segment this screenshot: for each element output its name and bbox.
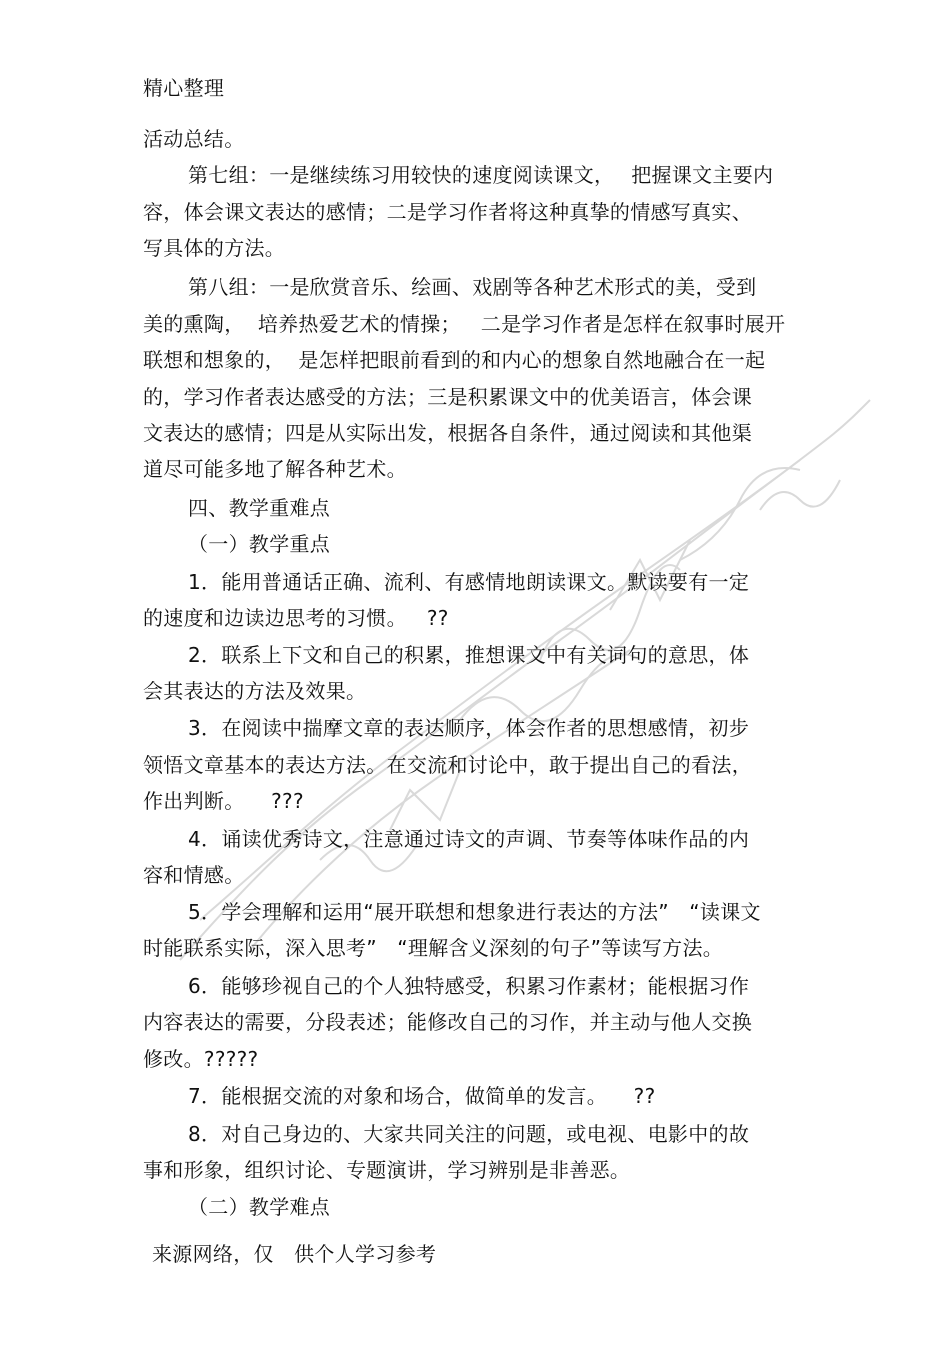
paragraph-line: 4．诵读优秀诗文，注意通过诗文的声调、节奏等体味作品的内: [188, 827, 750, 851]
paragraph-line: 3．在阅读中揣摩文章的表达顺序，体会作者的思想感情，初步: [188, 716, 750, 740]
paragraph-line: 时能联系实际，深入思考” “理解含义深刻的句子”等读写方法。: [143, 936, 724, 960]
paragraph-line: 容和情感。: [143, 863, 245, 887]
paragraph-line: 的，学习作者表达感受的方法；三是积累课文中的优美语言，体会课: [143, 385, 752, 409]
paragraph-line: 作出判断。 ???: [143, 789, 304, 813]
paragraph-line: 容，体会课文表达的感情；二是学习作者将这种真挚的情感写真实、: [143, 200, 752, 224]
paragraph-line: 活动总结。: [143, 127, 245, 151]
paragraph-line: 8．对自己身边的、大家共同关注的问题，或电视、电影中的故: [188, 1122, 750, 1146]
page-header: 精心整理: [143, 76, 225, 100]
paragraph-line: 第七组：一是继续练习用较快的速度阅读课文， 把握课文主要内: [188, 163, 774, 187]
subsection-heading: （二）教学难点: [188, 1195, 331, 1219]
paragraph-line: 写具体的方法。: [143, 236, 286, 260]
paragraph-line: 文表达的感情；四是从实际出发，根据各自条件，通过阅读和其他渠: [143, 421, 752, 445]
subsection-heading: （一）教学重点: [188, 532, 331, 556]
paragraph-line: 美的熏陶， 培养热爱艺术的情操； 二是学习作者是怎样在叙事时展开: [143, 312, 786, 336]
watermark-scribble: [160, 360, 880, 980]
paragraph-line: 道尽可能多地了解各种艺术。: [143, 457, 407, 481]
paragraph-line: 领悟文章基本的表达方法。在交流和讨论中，敢于提出自己的看法，: [143, 753, 752, 777]
paragraph-line: 第八组：一是欣赏音乐、绘画、戏剧等各种艺术形式的美，受到: [188, 275, 757, 299]
paragraph-line: 2．联系上下文和自己的积累，推想课文中有关词句的意思，体: [188, 643, 750, 667]
paragraph-line: 1．能用普通话正确、流利、有感情地朗读课文。默读要有一定: [188, 570, 750, 594]
paragraph-line: 的速度和边读边思考的习惯。 ??: [143, 606, 449, 630]
paragraph-line: 会其表达的方法及效果。: [143, 679, 367, 703]
paragraph-line: 6．能够珍视自己的个人独特感受，积累习作素材；能根据习作: [188, 974, 750, 998]
paragraph-line: 修改。?????: [143, 1047, 259, 1071]
paragraph-line: 内容表达的需要，分段表述；能修改自己的习作，并主动与他人交换: [143, 1010, 752, 1034]
paragraph-line: 5．学会理解和运用“展开联想和想象进行表达的方法” “读课文: [188, 900, 761, 924]
section-heading: 四、教学重难点: [188, 496, 331, 520]
paragraph-line: 事和形象，组织讨论、专题演讲，学习辨别是非善恶。: [143, 1158, 631, 1182]
paragraph-line: 联想和想象的， 是怎样把眼前看到的和内心的想象自然地融合在一起: [143, 348, 766, 372]
page-footer: 来源网络，仅 供个人学习参考: [152, 1242, 437, 1266]
paragraph-line: 7．能根据交流的对象和场合，做简单的发言。 ??: [188, 1084, 656, 1108]
